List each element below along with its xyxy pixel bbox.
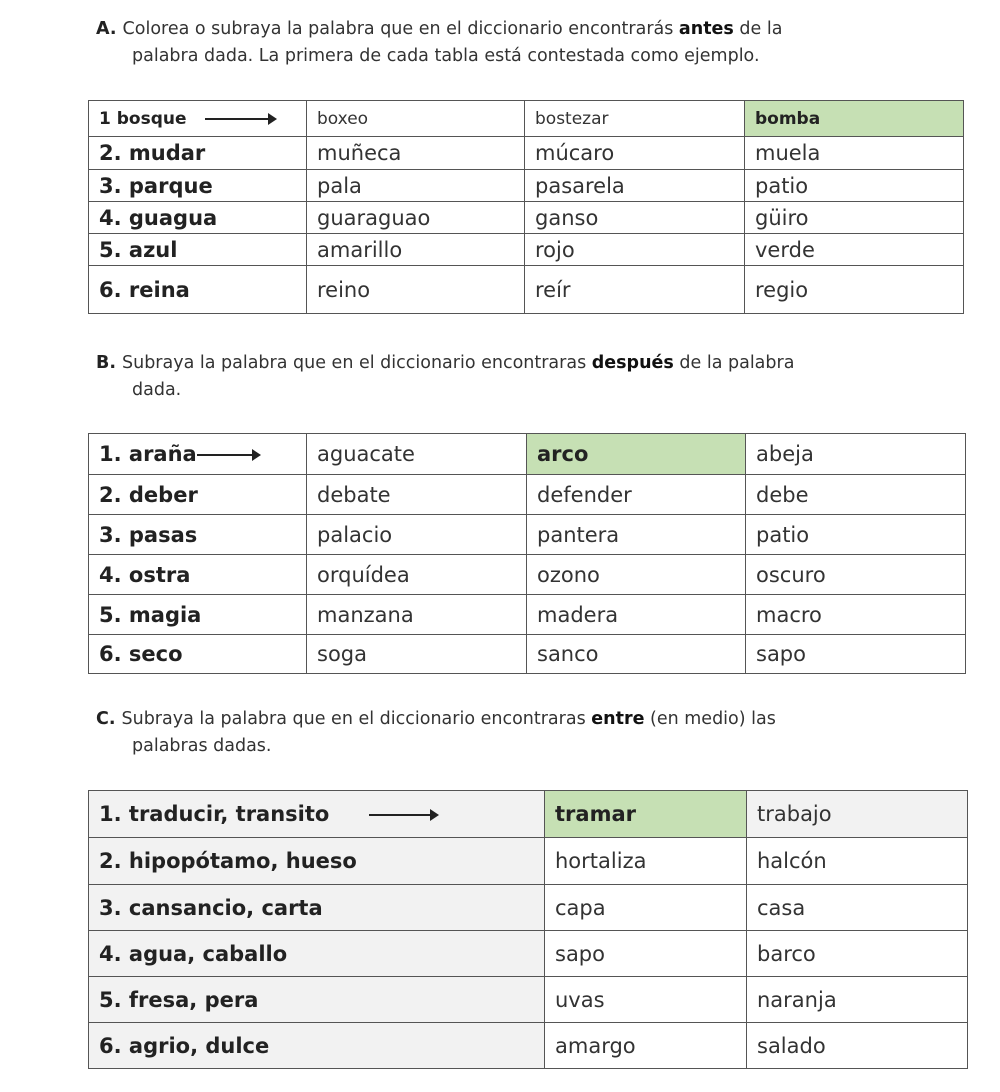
table-row	[89, 555, 966, 595]
prompt-cell: 5. fresa, pera	[89, 977, 545, 1023]
prompt-cell: 6. seco	[89, 635, 307, 674]
instruction-a	[96, 16, 966, 70]
option-cell[interactable]: naranja	[747, 977, 968, 1023]
option-cell[interactable]: muñeca	[307, 137, 525, 170]
option-cell[interactable]: barco	[747, 931, 968, 977]
option-cell[interactable]: pantera	[527, 515, 746, 555]
table-row	[89, 635, 966, 674]
table-a	[88, 100, 964, 314]
instruction-b-line1-pre: Subraya la palabra que en el diccionario encontraras	[122, 353, 592, 373]
option-cell[interactable]: abeja	[746, 434, 966, 475]
option-cell[interactable]: pala	[307, 170, 525, 202]
option-cell[interactable]: macro	[746, 595, 966, 635]
prompt-cell: 3. parque	[89, 170, 307, 202]
instruction-a-line2: palabra dada. La primera de cada tabla está contestada como ejemplo.	[132, 46, 760, 66]
table-c	[88, 790, 968, 1069]
table-row	[89, 475, 966, 515]
option-cell[interactable]: manzana	[307, 595, 527, 635]
option-cell-answer[interactable]: tramar	[545, 791, 747, 838]
instruction-b	[96, 350, 966, 404]
option-cell[interactable]: patio	[746, 515, 966, 555]
table-row	[89, 101, 964, 137]
table-row	[89, 838, 968, 885]
option-cell[interactable]: boxeo	[307, 101, 525, 137]
prompt-cell	[89, 791, 545, 838]
section-letter-a: A.	[96, 19, 117, 39]
option-cell[interactable]: regio	[745, 266, 964, 314]
table-row	[89, 266, 964, 314]
table-row	[89, 234, 964, 266]
table-row	[89, 170, 964, 202]
prompt-cell: 5. azul	[89, 234, 307, 266]
option-cell[interactable]: orquídea	[307, 555, 527, 595]
option-cell[interactable]: güiro	[745, 202, 964, 234]
instruction-c-line1-pre: Subraya la palabra que en el diccionario encontraras	[121, 709, 592, 729]
table-row	[89, 137, 964, 170]
option-cell[interactable]: reino	[307, 266, 525, 314]
instruction-c-keyword: entre	[591, 709, 645, 729]
option-cell[interactable]: guaraguao	[307, 202, 525, 234]
instruction-a-line1-post: de la	[733, 19, 783, 39]
prompt-cell: 4. guagua	[89, 202, 307, 234]
option-cell[interactable]: madera	[527, 595, 746, 635]
prompt-cell: 3. cansancio, carta	[89, 885, 545, 931]
table-row	[89, 434, 966, 475]
option-cell[interactable]: múcaro	[525, 137, 745, 170]
option-cell[interactable]: rojo	[525, 234, 745, 266]
prompt-cell: 4. agua, caballo	[89, 931, 545, 977]
prompt-text: 1. traducir, transito	[99, 802, 330, 826]
prompt-text: 1. araña	[99, 442, 197, 466]
instruction-c-line2: palabras dadas.	[132, 736, 272, 756]
instruction-a-keyword: antes	[678, 19, 734, 39]
prompt-cell: 3. pasas	[89, 515, 307, 555]
prompt-cell: 2. hipopótamo, hueso	[89, 838, 545, 885]
prompt-cell	[89, 434, 307, 475]
instruction-c	[96, 706, 966, 760]
option-cell[interactable]: halcón	[747, 838, 968, 885]
table-row	[89, 931, 968, 977]
instruction-c-line1-post: (en medio) las	[644, 709, 776, 729]
option-cell[interactable]: uvas	[545, 977, 747, 1023]
option-cell[interactable]: oscuro	[746, 555, 966, 595]
option-cell[interactable]: trabajo	[747, 791, 968, 838]
option-cell[interactable]: amarillo	[307, 234, 525, 266]
table-row	[89, 595, 966, 635]
option-cell[interactable]: amargo	[545, 1023, 747, 1069]
option-cell[interactable]: casa	[747, 885, 968, 931]
prompt-cell: 2. deber	[89, 475, 307, 515]
option-cell[interactable]: muela	[745, 137, 964, 170]
prompt-cell: 4. ostra	[89, 555, 307, 595]
arrow-right-icon	[205, 118, 275, 120]
prompt-cell	[89, 101, 307, 137]
option-cell[interactable]: capa	[545, 885, 747, 931]
table-b	[88, 433, 966, 674]
option-cell[interactable]: palacio	[307, 515, 527, 555]
prompt-text: 1 bosque	[99, 108, 187, 129]
prompt-cell: 5. magia	[89, 595, 307, 635]
table-row	[89, 885, 968, 931]
option-cell[interactable]: hortaliza	[545, 838, 747, 885]
table-row	[89, 202, 964, 234]
option-cell[interactable]: debe	[746, 475, 966, 515]
arrow-right-icon	[369, 814, 437, 816]
option-cell[interactable]: reír	[525, 266, 745, 314]
section-letter-b: B.	[96, 353, 116, 373]
option-cell[interactable]: patio	[745, 170, 964, 202]
option-cell[interactable]: sapo	[545, 931, 747, 977]
instruction-a-line1-pre: Colorea o subraya la palabra que en el diccionario encontrarás	[122, 19, 679, 39]
option-cell[interactable]: bostezar	[525, 101, 745, 137]
table-row	[89, 977, 968, 1023]
option-cell[interactable]: defender	[527, 475, 746, 515]
arrow-right-icon	[197, 454, 259, 456]
option-cell[interactable]: verde	[745, 234, 964, 266]
instruction-b-line1-post: de la palabra	[673, 353, 795, 373]
option-cell[interactable]: salado	[747, 1023, 968, 1069]
prompt-cell: 6. reina	[89, 266, 307, 314]
table-row	[89, 791, 968, 838]
table-row	[89, 515, 966, 555]
instruction-b-line2: dada.	[132, 380, 182, 400]
option-cell[interactable]: pasarela	[525, 170, 745, 202]
option-cell[interactable]: aguacate	[307, 434, 527, 475]
table-row	[89, 1023, 968, 1069]
instruction-b-keyword: después	[591, 353, 674, 373]
option-cell[interactable]: ozono	[527, 555, 746, 595]
option-cell-answer[interactable]: arco	[527, 434, 746, 475]
section-letter-c: C.	[96, 709, 116, 729]
option-cell[interactable]: ganso	[525, 202, 745, 234]
option-cell[interactable]: soga	[307, 635, 527, 674]
option-cell[interactable]: sapo	[746, 635, 966, 674]
option-cell[interactable]: debate	[307, 475, 527, 515]
option-cell[interactable]: sanco	[527, 635, 746, 674]
prompt-cell: 2. mudar	[89, 137, 307, 170]
option-cell-answer[interactable]: bomba	[745, 101, 964, 137]
prompt-cell: 6. agrio, dulce	[89, 1023, 545, 1069]
